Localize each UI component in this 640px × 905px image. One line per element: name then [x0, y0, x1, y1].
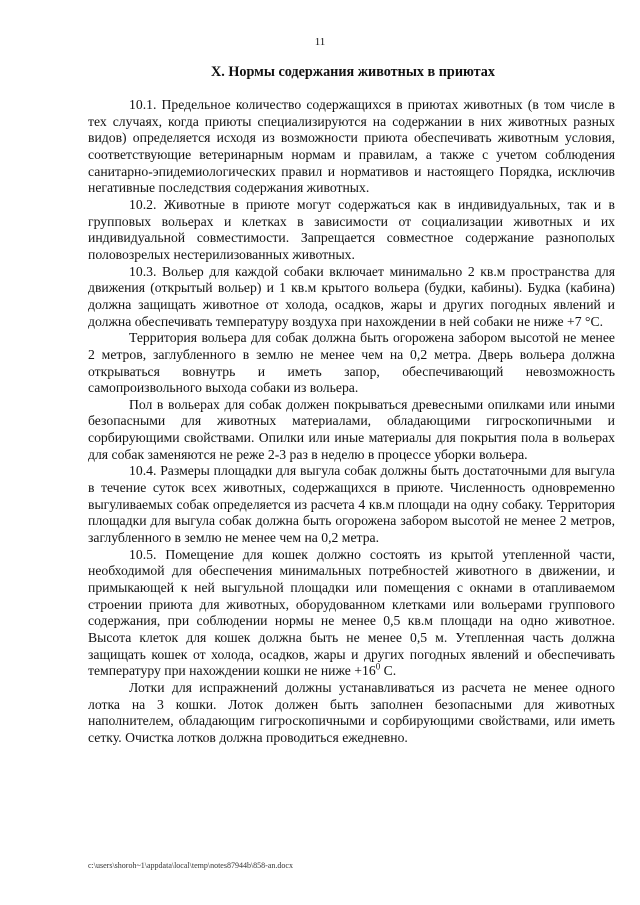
paragraph-10-2: 10.2. Животные в приюте могут содержаться как в индивидуальных, так и в групповых вольерах и клетках в зависимости от социализации животных и их индивидуальной совместимости. Запрещается совместное содержание разнополых половозрелых нестерилизованных животных. [88, 196, 615, 262]
paragraph-10-4: 10.4. Размеры площадки для выгула собак должны быть достаточными для выгула в течение суток всех животных, содержащихся в приюте. Численность одновременно выгуливаемых собак определяется из расчета 4 кв.м площади на одну собаку. Территория площадки для выгула собак должна быть огорожена забором высотой не менее 2 метров, заглубленного в землю не менее чем на 0,2 метра. [88, 463, 615, 546]
section-title: X. Нормы содержания животных в приютах [211, 64, 495, 80]
document-body [88, 97, 615, 747]
paragraph-10-1: 10.1. Предельное количество содержащихся в приютах животных (в том числе в тех случаях, когда приюты специализируются на содержании в них животных разных видов) определяется исходя из возможности приюта обеспечивать животным условия, соответствующие ветеринарным нормам и правилам, а также с учетом соблюдения санитарно-эпидемиологических правил и нормативов и настоящего Порядка, исключив негативные последствия содержания животных. [88, 97, 615, 196]
paragraph-litter-trays: Лотки для испражнений должны устанавливаться из расчета не менее одного лотка на 3 кошки. Лоток должен быть заполнен безопасными для животных наполнителем, обладающим гигроскопичными и сорбирующими свойствами, или иметь сетку. Очистка лотков должна проводиться ежедневно. [88, 679, 615, 745]
paragraph-enclosure-floor: Пол в вольерах для собак должен покрываться древесными опилками или иными безопасными для животных материалами, обладающими гигроскопичными и сорбирующими свойствами. Опилки или иные материалы для покрытия пола в вольерах для собак заменяются не реже 2-3 раз в неделю в процессе уборки вольера. [88, 396, 615, 462]
degree-superscript: 0 [375, 661, 381, 672]
footer-file-path: c:\users\shoroh~1\appdata\local\temp\notes87944b\858-an.docx [88, 861, 293, 870]
paragraph-10-3: 10.3. Вольер для каждой собаки включает минимально 2 кв.м пространства для движения (открытый вольер) и 1 кв.м крытого вольера (будки, кабины). Будка (кабина) должна защищать животное от холода, осадков, жары и других погодных явлений и должна обеспечивать температуру воздуха при нахождении в ней собаки не ниже +7 °С. [88, 263, 615, 329]
paragraph-10-5-text: 10.5. Помещение для кошек должно состоять из крытой утепленной части, необходимой для обеспечения минимальных потребностей животного в движении, и примыкающей к ней выгульной площадки или помещения с окнами в отапливаемом строении приюта для животных, оборудованном клетками или вольерами группового содержания, при соблюдении нормы не менее 0,5 кв.м площади на одно животное. Высота клеток для кошек должна быть не менее 0,5 м. Утепленная часть должна защищать кошек от холода, осадков, жары и других погодных явлений и обеспечивать температуру при нахождении кошки не ниже +16 [88, 546, 615, 679]
paragraph-10-5-end: С. [380, 663, 397, 679]
page-number: 11 [314, 36, 326, 48]
paragraph-enclosure-fence: Территория вольера для собак должна быть огорожена забором высотой не менее 2 метров, заглубленного в землю не менее чем на 0,2 метра. Дверь вольера должна открываться вовнутрь и иметь запор, обеспечивающий невозможность самопроизвольного выхода собаки из вольера. [88, 330, 615, 396]
paragraph-10-5 [88, 547, 615, 680]
